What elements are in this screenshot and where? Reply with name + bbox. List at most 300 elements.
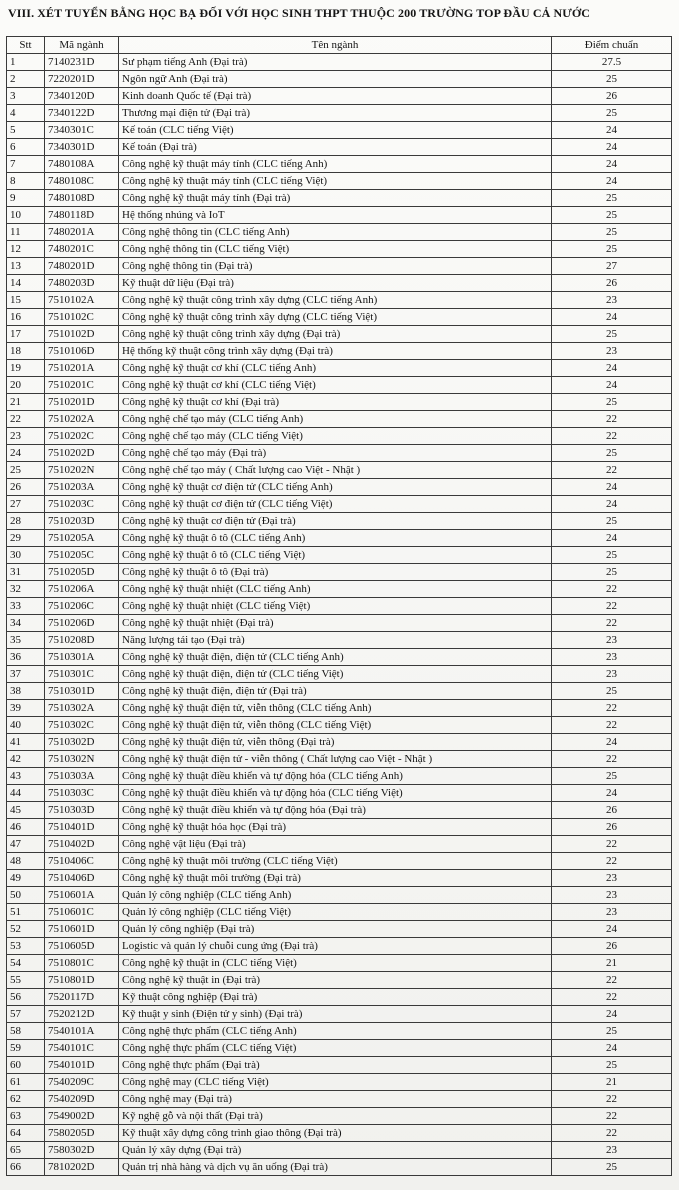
row-major-code: 7510801C xyxy=(45,955,119,972)
row-cutoff-score: 22 xyxy=(552,700,672,717)
row-stt: 58 xyxy=(7,1023,45,1040)
row-major-name: Kế toán (Đại trà) xyxy=(119,139,552,156)
row-major-code: 7580205D xyxy=(45,1125,119,1142)
table-row xyxy=(7,54,672,71)
row-cutoff-score: 24 xyxy=(552,496,672,513)
table-row xyxy=(7,173,672,190)
row-stt: 52 xyxy=(7,921,45,938)
row-major-name: Công nghệ kỹ thuật điện, điện tử (Đại trà) xyxy=(119,683,552,700)
section-title: VIII. XÉT TUYỂN BẰNG HỌC BẠ ĐỐI VỚI HỌC SINH THPT THUỘC 200 TRƯỜNG TOP ĐẦU CẢ NƯỚC xyxy=(8,6,591,20)
row-cutoff-score: 22 xyxy=(552,581,672,598)
table-row xyxy=(7,496,672,513)
row-major-name: Hệ thống nhúng và IoT xyxy=(119,207,552,224)
header-major-code: Mã ngành xyxy=(45,37,119,54)
row-stt: 23 xyxy=(7,428,45,445)
row-major-name: Công nghệ chế tạo máy (CLC tiếng Việt) xyxy=(119,428,552,445)
row-major-name: Kỹ thuật dữ liệu (Đại trà) xyxy=(119,275,552,292)
row-major-code: 7340120D xyxy=(45,88,119,105)
row-major-name: Kỹ thuật công nghiệp (Đại trà) xyxy=(119,989,552,1006)
row-cutoff-score: 25 xyxy=(552,207,672,224)
row-major-name: Công nghệ thông tin (CLC tiếng Anh) xyxy=(119,224,552,241)
row-cutoff-score: 25 xyxy=(552,190,672,207)
row-stt: 62 xyxy=(7,1091,45,1108)
row-major-name: Công nghệ kỹ thuật ô tô (CLC tiếng Việt) xyxy=(119,547,552,564)
row-major-code: 7520212D xyxy=(45,1006,119,1023)
row-major-code: 7510201A xyxy=(45,360,119,377)
row-major-name: Công nghệ kỹ thuật công trình xây dựng (CLC tiếng Việt) xyxy=(119,309,552,326)
row-major-code: 7510205C xyxy=(45,547,119,564)
row-major-code: 7510102D xyxy=(45,326,119,343)
row-major-code: 7540101D xyxy=(45,1057,119,1074)
row-cutoff-score: 25 xyxy=(552,394,672,411)
row-major-name: Kỹ thuật y sinh (Điện tử y sinh) (Đại trà) xyxy=(119,1006,552,1023)
row-cutoff-score: 25 xyxy=(552,683,672,700)
row-stt: 35 xyxy=(7,632,45,649)
table-row xyxy=(7,751,672,768)
row-cutoff-score: 26 xyxy=(552,275,672,292)
row-major-name: Công nghệ kỹ thuật điện, điện tử (CLC tiếng Anh) xyxy=(119,649,552,666)
row-major-name: Công nghệ thực phẩm (CLC tiếng Việt) xyxy=(119,1040,552,1057)
table-row xyxy=(7,360,672,377)
row-stt: 56 xyxy=(7,989,45,1006)
row-stt: 2 xyxy=(7,71,45,88)
table-row xyxy=(7,904,672,921)
row-major-code: 7480201D xyxy=(45,258,119,275)
row-stt: 57 xyxy=(7,1006,45,1023)
row-stt: 34 xyxy=(7,615,45,632)
row-major-code: 7510203C xyxy=(45,496,119,513)
table-row xyxy=(7,343,672,360)
row-cutoff-score: 27.5 xyxy=(552,54,672,71)
header-major-name: Tên ngành xyxy=(119,37,552,54)
admission-score-table xyxy=(6,36,672,1176)
row-cutoff-score: 23 xyxy=(552,632,672,649)
row-stt: 12 xyxy=(7,241,45,258)
row-cutoff-score: 22 xyxy=(552,836,672,853)
row-major-name: Công nghệ kỹ thuật hóa học (Đại trà) xyxy=(119,819,552,836)
row-cutoff-score: 25 xyxy=(552,1057,672,1074)
row-major-code: 7510801D xyxy=(45,972,119,989)
row-major-code: 7540209D xyxy=(45,1091,119,1108)
row-cutoff-score: 24 xyxy=(552,1040,672,1057)
table-row xyxy=(7,241,672,258)
table-row xyxy=(7,309,672,326)
row-major-name: Công nghệ kỹ thuật máy tính (CLC tiếng Anh) xyxy=(119,156,552,173)
row-major-name: Công nghệ kỹ thuật môi trường (CLC tiếng Việt) xyxy=(119,853,552,870)
table-row xyxy=(7,802,672,819)
row-stt: 14 xyxy=(7,275,45,292)
table-row xyxy=(7,819,672,836)
row-major-name: Quản lý công nghiệp (CLC tiếng Việt) xyxy=(119,904,552,921)
row-cutoff-score: 25 xyxy=(552,768,672,785)
row-cutoff-score: 23 xyxy=(552,343,672,360)
table-row xyxy=(7,836,672,853)
table-row xyxy=(7,139,672,156)
table-row xyxy=(7,989,672,1006)
row-cutoff-score: 23 xyxy=(552,292,672,309)
row-major-code: 7510601A xyxy=(45,887,119,904)
row-cutoff-score: 25 xyxy=(552,1159,672,1176)
row-major-name: Sư phạm tiếng Anh (Đại trà) xyxy=(119,54,552,71)
row-cutoff-score: 25 xyxy=(552,445,672,462)
table-row xyxy=(7,700,672,717)
row-major-name: Công nghệ kỹ thuật máy tính (Đại trà) xyxy=(119,190,552,207)
row-major-code: 7510206C xyxy=(45,598,119,615)
row-major-name: Công nghệ kỹ thuật cơ điện tử (Đại trà) xyxy=(119,513,552,530)
row-major-name: Công nghệ kỹ thuật điều khiển và tự động hóa (CLC tiếng Anh) xyxy=(119,768,552,785)
row-cutoff-score: 24 xyxy=(552,377,672,394)
row-stt: 48 xyxy=(7,853,45,870)
row-stt: 8 xyxy=(7,173,45,190)
row-stt: 64 xyxy=(7,1125,45,1142)
row-stt: 55 xyxy=(7,972,45,989)
row-major-code: 7510605D xyxy=(45,938,119,955)
table-row xyxy=(7,479,672,496)
row-major-code: 7510301A xyxy=(45,649,119,666)
table-row xyxy=(7,683,672,700)
table-row xyxy=(7,734,672,751)
row-cutoff-score: 22 xyxy=(552,853,672,870)
row-cutoff-score: 24 xyxy=(552,785,672,802)
row-major-code: 7510406C xyxy=(45,853,119,870)
row-major-name: Công nghệ thực phẩm (CLC tiếng Anh) xyxy=(119,1023,552,1040)
row-major-name: Công nghệ kỹ thuật điều khiển và tự động hóa (Đại trà) xyxy=(119,802,552,819)
row-stt: 44 xyxy=(7,785,45,802)
row-major-name: Kinh doanh Quốc tế (Đại trà) xyxy=(119,88,552,105)
row-cutoff-score: 22 xyxy=(552,1125,672,1142)
row-cutoff-score: 25 xyxy=(552,224,672,241)
row-major-name: Công nghệ thông tin (CLC tiếng Việt) xyxy=(119,241,552,258)
row-major-name: Công nghệ vật liệu (Đại trà) xyxy=(119,836,552,853)
table-row xyxy=(7,768,672,785)
row-major-name: Công nghệ kỹ thuật nhiệt (Đại trà) xyxy=(119,615,552,632)
row-cutoff-score: 25 xyxy=(552,105,672,122)
row-stt: 1 xyxy=(7,54,45,71)
row-stt: 50 xyxy=(7,887,45,904)
table-row xyxy=(7,1040,672,1057)
row-major-code: 7510102A xyxy=(45,292,119,309)
row-stt: 30 xyxy=(7,547,45,564)
table-row xyxy=(7,921,672,938)
row-cutoff-score: 23 xyxy=(552,904,672,921)
table-row xyxy=(7,292,672,309)
row-major-code: 7510301D xyxy=(45,683,119,700)
row-major-code: 7480118D xyxy=(45,207,119,224)
row-major-code: 7510102C xyxy=(45,309,119,326)
row-major-name: Quản lý công nghiệp (Đại trà) xyxy=(119,921,552,938)
row-major-code: 7510406D xyxy=(45,870,119,887)
table-row xyxy=(7,1108,672,1125)
table-row xyxy=(7,632,672,649)
row-stt: 29 xyxy=(7,530,45,547)
row-stt: 26 xyxy=(7,479,45,496)
row-stt: 53 xyxy=(7,938,45,955)
row-major-name: Công nghệ kỹ thuật điện tử, viễn thông (Đại trà) xyxy=(119,734,552,751)
row-cutoff-score: 22 xyxy=(552,751,672,768)
table-row xyxy=(7,1023,672,1040)
row-cutoff-score: 24 xyxy=(552,139,672,156)
table-row xyxy=(7,853,672,870)
row-major-name: Công nghệ kỹ thuật nhiệt (CLC tiếng Anh) xyxy=(119,581,552,598)
table-row xyxy=(7,547,672,564)
row-stt: 33 xyxy=(7,598,45,615)
row-major-code: 7510402D xyxy=(45,836,119,853)
table-row xyxy=(7,870,672,887)
row-cutoff-score: 24 xyxy=(552,309,672,326)
row-major-name: Công nghệ kỹ thuật ô tô (Đại trà) xyxy=(119,564,552,581)
row-cutoff-score: 24 xyxy=(552,479,672,496)
row-stt: 36 xyxy=(7,649,45,666)
row-major-code: 7810202D xyxy=(45,1159,119,1176)
row-major-code: 7510302C xyxy=(45,717,119,734)
row-major-code: 7510302N xyxy=(45,751,119,768)
table-row xyxy=(7,105,672,122)
row-stt: 42 xyxy=(7,751,45,768)
row-cutoff-score: 22 xyxy=(552,598,672,615)
row-stt: 3 xyxy=(7,88,45,105)
row-major-code: 7580302D xyxy=(45,1142,119,1159)
table-row xyxy=(7,224,672,241)
row-major-code: 7510203D xyxy=(45,513,119,530)
row-stt: 65 xyxy=(7,1142,45,1159)
table-row xyxy=(7,955,672,972)
row-cutoff-score: 25 xyxy=(552,564,672,581)
table-row xyxy=(7,717,672,734)
table-row xyxy=(7,275,672,292)
row-cutoff-score: 22 xyxy=(552,428,672,445)
table-row xyxy=(7,887,672,904)
table-row xyxy=(7,938,672,955)
row-cutoff-score: 24 xyxy=(552,1006,672,1023)
row-major-code: 7480203D xyxy=(45,275,119,292)
row-major-code: 7510208D xyxy=(45,632,119,649)
row-major-name: Công nghệ kỹ thuật cơ khí (CLC tiếng Việt) xyxy=(119,377,552,394)
table-row xyxy=(7,445,672,462)
row-cutoff-score: 22 xyxy=(552,1108,672,1125)
row-cutoff-score: 22 xyxy=(552,411,672,428)
row-stt: 25 xyxy=(7,462,45,479)
table-row xyxy=(7,462,672,479)
row-major-name: Năng lượng tái tạo (Đại trà) xyxy=(119,632,552,649)
row-cutoff-score: 27 xyxy=(552,258,672,275)
row-cutoff-score: 26 xyxy=(552,88,672,105)
row-cutoff-score: 24 xyxy=(552,122,672,139)
row-major-name: Logistic và quản lý chuỗi cung ứng (Đại trà) xyxy=(119,938,552,955)
table-row xyxy=(7,377,672,394)
row-stt: 49 xyxy=(7,870,45,887)
table-body xyxy=(7,54,672,1176)
row-major-code: 7510303C xyxy=(45,785,119,802)
row-cutoff-score: 24 xyxy=(552,734,672,751)
table-row xyxy=(7,326,672,343)
row-stt: 18 xyxy=(7,343,45,360)
table-row xyxy=(7,88,672,105)
row-major-name: Công nghệ kỹ thuật cơ khí (CLC tiếng Anh) xyxy=(119,360,552,377)
row-major-code: 7510301C xyxy=(45,666,119,683)
row-stt: 66 xyxy=(7,1159,45,1176)
row-major-code: 7480201C xyxy=(45,241,119,258)
table-row xyxy=(7,581,672,598)
table-row xyxy=(7,428,672,445)
row-stt: 4 xyxy=(7,105,45,122)
row-major-code: 7510202D xyxy=(45,445,119,462)
row-stt: 39 xyxy=(7,700,45,717)
row-major-code: 7510201C xyxy=(45,377,119,394)
row-stt: 13 xyxy=(7,258,45,275)
table-row xyxy=(7,394,672,411)
row-major-code: 7340301D xyxy=(45,139,119,156)
table-row xyxy=(7,71,672,88)
row-major-code: 7510202A xyxy=(45,411,119,428)
row-stt: 7 xyxy=(7,156,45,173)
row-major-name: Công nghệ kỹ thuật công trình xây dựng (Đại trà) xyxy=(119,326,552,343)
row-major-code: 7510302A xyxy=(45,700,119,717)
row-stt: 28 xyxy=(7,513,45,530)
row-major-code: 7510601C xyxy=(45,904,119,921)
row-major-code: 7510202N xyxy=(45,462,119,479)
row-major-name: Công nghệ thông tin (Đại trà) xyxy=(119,258,552,275)
row-major-name: Ngôn ngữ Anh (Đại trà) xyxy=(119,71,552,88)
row-major-name: Công nghệ may (CLC tiếng Việt) xyxy=(119,1074,552,1091)
row-cutoff-score: 26 xyxy=(552,938,672,955)
row-major-name: Công nghệ kỹ thuật môi trường (Đại trà) xyxy=(119,870,552,887)
row-major-code: 7220201D xyxy=(45,71,119,88)
row-stt: 40 xyxy=(7,717,45,734)
table-row xyxy=(7,258,672,275)
row-major-name: Công nghệ kỹ thuật điều khiển và tự động hóa (CLC tiếng Việt) xyxy=(119,785,552,802)
row-cutoff-score: 22 xyxy=(552,989,672,1006)
row-major-name: Công nghệ kỹ thuật công trình xây dựng (CLC tiếng Anh) xyxy=(119,292,552,309)
row-stt: 11 xyxy=(7,224,45,241)
row-major-name: Công nghệ kỹ thuật nhiệt (CLC tiếng Việt) xyxy=(119,598,552,615)
row-stt: 27 xyxy=(7,496,45,513)
row-major-name: Công nghệ kỹ thuật điện tử, viễn thông (CLC tiếng Anh) xyxy=(119,700,552,717)
row-cutoff-score: 22 xyxy=(552,615,672,632)
row-major-name: Công nghệ kỹ thuật điện tử, viễn thông (CLC tiếng Việt) xyxy=(119,717,552,734)
row-major-code: 7549002D xyxy=(45,1108,119,1125)
row-stt: 51 xyxy=(7,904,45,921)
row-stt: 6 xyxy=(7,139,45,156)
row-stt: 10 xyxy=(7,207,45,224)
row-major-name: Quản lý công nghiệp (CLC tiếng Anh) xyxy=(119,887,552,904)
row-major-code: 7510205A xyxy=(45,530,119,547)
row-major-code: 7510601D xyxy=(45,921,119,938)
row-stt: 32 xyxy=(7,581,45,598)
row-major-name: Công nghệ kỹ thuật ô tô (CLC tiếng Anh) xyxy=(119,530,552,547)
row-major-name: Hệ thống kỹ thuật công trình xây dựng (Đại trà) xyxy=(119,343,552,360)
row-major-name: Công nghệ kỹ thuật cơ điện tử (CLC tiếng Việt) xyxy=(119,496,552,513)
row-stt: 17 xyxy=(7,326,45,343)
row-major-name: Thương mại điện tử (Đại trà) xyxy=(119,105,552,122)
row-cutoff-score: 26 xyxy=(552,819,672,836)
row-major-code: 7510106D xyxy=(45,343,119,360)
row-stt: 47 xyxy=(7,836,45,853)
table-row xyxy=(7,1091,672,1108)
table-row xyxy=(7,615,672,632)
table-row xyxy=(7,207,672,224)
row-major-name: Kế toán (CLC tiếng Việt) xyxy=(119,122,552,139)
row-major-code: 7540101C xyxy=(45,1040,119,1057)
row-cutoff-score: 23 xyxy=(552,1142,672,1159)
row-major-name: Công nghệ kỹ thuật cơ khí (Đại trà) xyxy=(119,394,552,411)
row-stt: 20 xyxy=(7,377,45,394)
row-stt: 45 xyxy=(7,802,45,819)
row-stt: 31 xyxy=(7,564,45,581)
row-major-name: Quản trị nhà hàng và dịch vụ ăn uống (Đại trà) xyxy=(119,1159,552,1176)
table-row xyxy=(7,1159,672,1176)
row-major-code: 7510203A xyxy=(45,479,119,496)
row-major-code: 7510303A xyxy=(45,768,119,785)
row-stt: 37 xyxy=(7,666,45,683)
row-stt: 54 xyxy=(7,955,45,972)
row-major-name: Công nghệ kỹ thuật máy tính (CLC tiếng Việt) xyxy=(119,173,552,190)
table-row xyxy=(7,598,672,615)
row-stt: 9 xyxy=(7,190,45,207)
row-major-code: 7480108D xyxy=(45,190,119,207)
row-stt: 59 xyxy=(7,1040,45,1057)
row-major-name: Công nghệ thực phẩm (Đại trà) xyxy=(119,1057,552,1074)
table-row xyxy=(7,1074,672,1091)
row-major-name: Công nghệ kỹ thuật cơ điện tử (CLC tiếng Anh) xyxy=(119,479,552,496)
table-row xyxy=(7,1142,672,1159)
row-major-code: 7510401D xyxy=(45,819,119,836)
row-cutoff-score: 24 xyxy=(552,360,672,377)
table-row xyxy=(7,122,672,139)
table-header-row xyxy=(7,37,672,54)
row-major-name: Công nghệ chế tạo máy ( Chất lượng cao Việt - Nhật ) xyxy=(119,462,552,479)
row-major-name: Công nghệ kỹ thuật điện, điện tử (CLC tiếng Việt) xyxy=(119,666,552,683)
row-cutoff-score: 23 xyxy=(552,649,672,666)
row-major-code: 7510205D xyxy=(45,564,119,581)
table-row xyxy=(7,564,672,581)
row-major-code: 7540101A xyxy=(45,1023,119,1040)
row-major-code: 7480108C xyxy=(45,173,119,190)
row-cutoff-score: 23 xyxy=(552,887,672,904)
row-cutoff-score: 22 xyxy=(552,972,672,989)
row-cutoff-score: 24 xyxy=(552,921,672,938)
row-stt: 21 xyxy=(7,394,45,411)
row-major-code: 7510206A xyxy=(45,581,119,598)
table-row xyxy=(7,1125,672,1142)
row-major-name: Công nghệ kỹ thuật in (CLC tiếng Việt) xyxy=(119,955,552,972)
row-cutoff-score: 21 xyxy=(552,1074,672,1091)
row-stt: 22 xyxy=(7,411,45,428)
table-row xyxy=(7,513,672,530)
header-stt: Stt xyxy=(7,37,45,54)
row-cutoff-score: 22 xyxy=(552,462,672,479)
row-cutoff-score: 25 xyxy=(552,513,672,530)
row-cutoff-score: 23 xyxy=(552,870,672,887)
table-row xyxy=(7,649,672,666)
row-stt: 16 xyxy=(7,309,45,326)
row-cutoff-score: 24 xyxy=(552,530,672,547)
row-stt: 5 xyxy=(7,122,45,139)
table-row xyxy=(7,1057,672,1074)
row-major-code: 7480201A xyxy=(45,224,119,241)
row-major-name: Công nghệ kỹ thuật điện tử - viễn thông ( Chất lượng cao Việt - Nhật ) xyxy=(119,751,552,768)
table-row xyxy=(7,156,672,173)
row-cutoff-score: 22 xyxy=(552,1091,672,1108)
row-major-code: 7140231D xyxy=(45,54,119,71)
table-row xyxy=(7,972,672,989)
row-major-name: Công nghệ may (Đại trà) xyxy=(119,1091,552,1108)
row-major-code: 7510202C xyxy=(45,428,119,445)
header-cutoff-score: Điểm chuẩn xyxy=(552,37,672,54)
row-cutoff-score: 22 xyxy=(552,717,672,734)
row-cutoff-score: 24 xyxy=(552,156,672,173)
row-major-code: 7510303D xyxy=(45,802,119,819)
row-cutoff-score: 25 xyxy=(552,241,672,258)
